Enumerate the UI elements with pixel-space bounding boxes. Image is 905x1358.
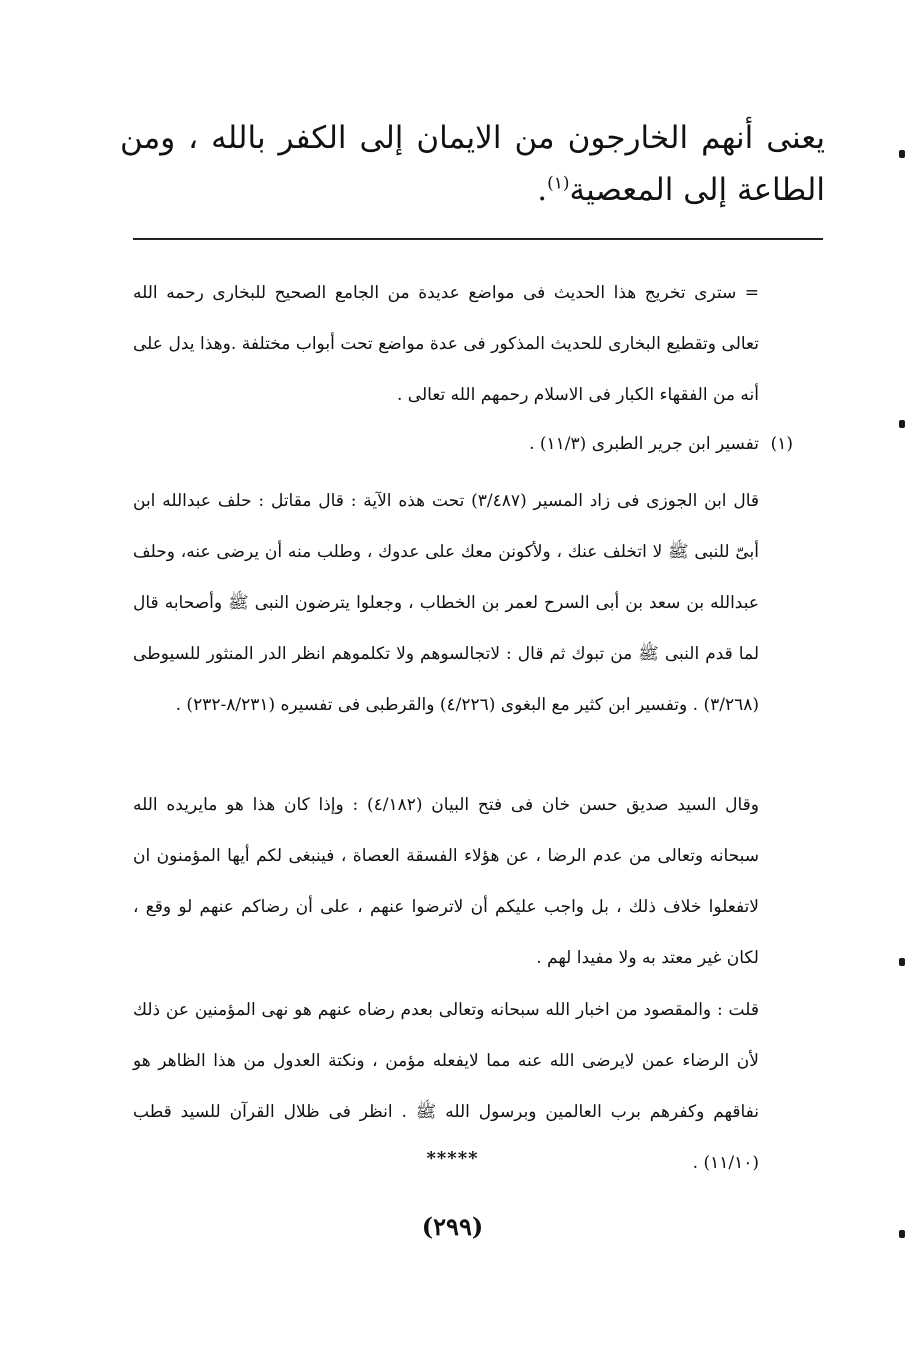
footnote-reference: (١) [547,173,570,194]
footnote-continuation: = سترى تخريج هذا الحديث فى مواضع عديدة من الجامع الصحيح للبخارى رحمه الله تعالى وتقطيع البخارى للحديث المذكور فى عدة مواضع تحت أبواب مختلفة .وهذا يدل على أنه من الفقهاء الكبار فى الاسلام رحمهم الله تعالى . [133,283,759,405]
main-text-end: . [537,172,548,208]
margin-mark [899,420,905,428]
page-number: (٢٩٩) [421,1212,484,1241]
footnote-1-citation: تفسير ابن جرير الطبرى (١١/٣) . [529,434,759,454]
margin-mark [899,958,905,966]
footnote-number: (١) [770,434,793,454]
footnote-paragraph-ibn-aljawzi: قال ابن الجوزى فى زاد المسير (٣/٤٨٧) تحت هذه الآية : قال مقاتل : حلف عبدالله ابن أبىّ للنبى ﷺ لا اتخلف عنك ، ولأكونن معك على عدوك ، وطلب منه أن يرضى عنه، وحلف عبدالله بن سعد بن أبى السرح لعمر بن الخطاب ، وجعلوا يترضون النبى ﷺ وأصحابه قال لما قدم النبى ﷺ من تبوك ثم قال : لاتجالسوهم ولا تكلموهم انظر الدر المنثور للسيوطى (٣/٢٦٨) . وتفسير ابن كثير مع البغوى (٤/٢٢٦) والقرطبى فى تفسيره (٨/٢٣١-٢٣٢) . [133,491,759,715]
margin-mark [899,150,905,158]
main-text-body: يعنى أنهم الخارجون من الايمان إلى الكفر بالله ، ومن الطاعة إلى المعصية [120,120,825,208]
main-text [120,112,825,216]
margin-mark [899,1230,905,1238]
footnote-paragraph-author-comment: قلت : والمقصود من اخبار الله سبحانه وتعالى بعدم رضاه عنهم هو نهى المؤمنين عن ذلك لأن الرضاء عمن لايرضى الله عنه مما لايفعله مؤمن ، ونكتة العدول من هذا الظاهر هو نفاقهم وكفرهم برب العالمين وبرسول الله ﷺ . انظر فى ظلال القرآن للسيد قطب (١١/١٠) . [133,1000,759,1173]
section-separator-stars: ***** [426,1148,479,1169]
footnote-paragraph-siddiq-hasan-khan: وقال السيد صديق حسن خان فى فتح البيان (٤/١٨٢) : وإذا كان هذا هو مايريده الله سبحانه وتعالى من عدم الرضا ، عن هؤلاء الفسقة العصاة ، فينبغى لكم أيها المؤمنون ان لاتفعلوا خلاف ذلك ، بل واجب عليكم أن لاترضوا عنهم ، على أن رضاكم عنهم لو وقع ، لكان غير معتد به ولا مفيدا لهم . [133,795,759,968]
footnote-separator-rule [133,238,823,240]
